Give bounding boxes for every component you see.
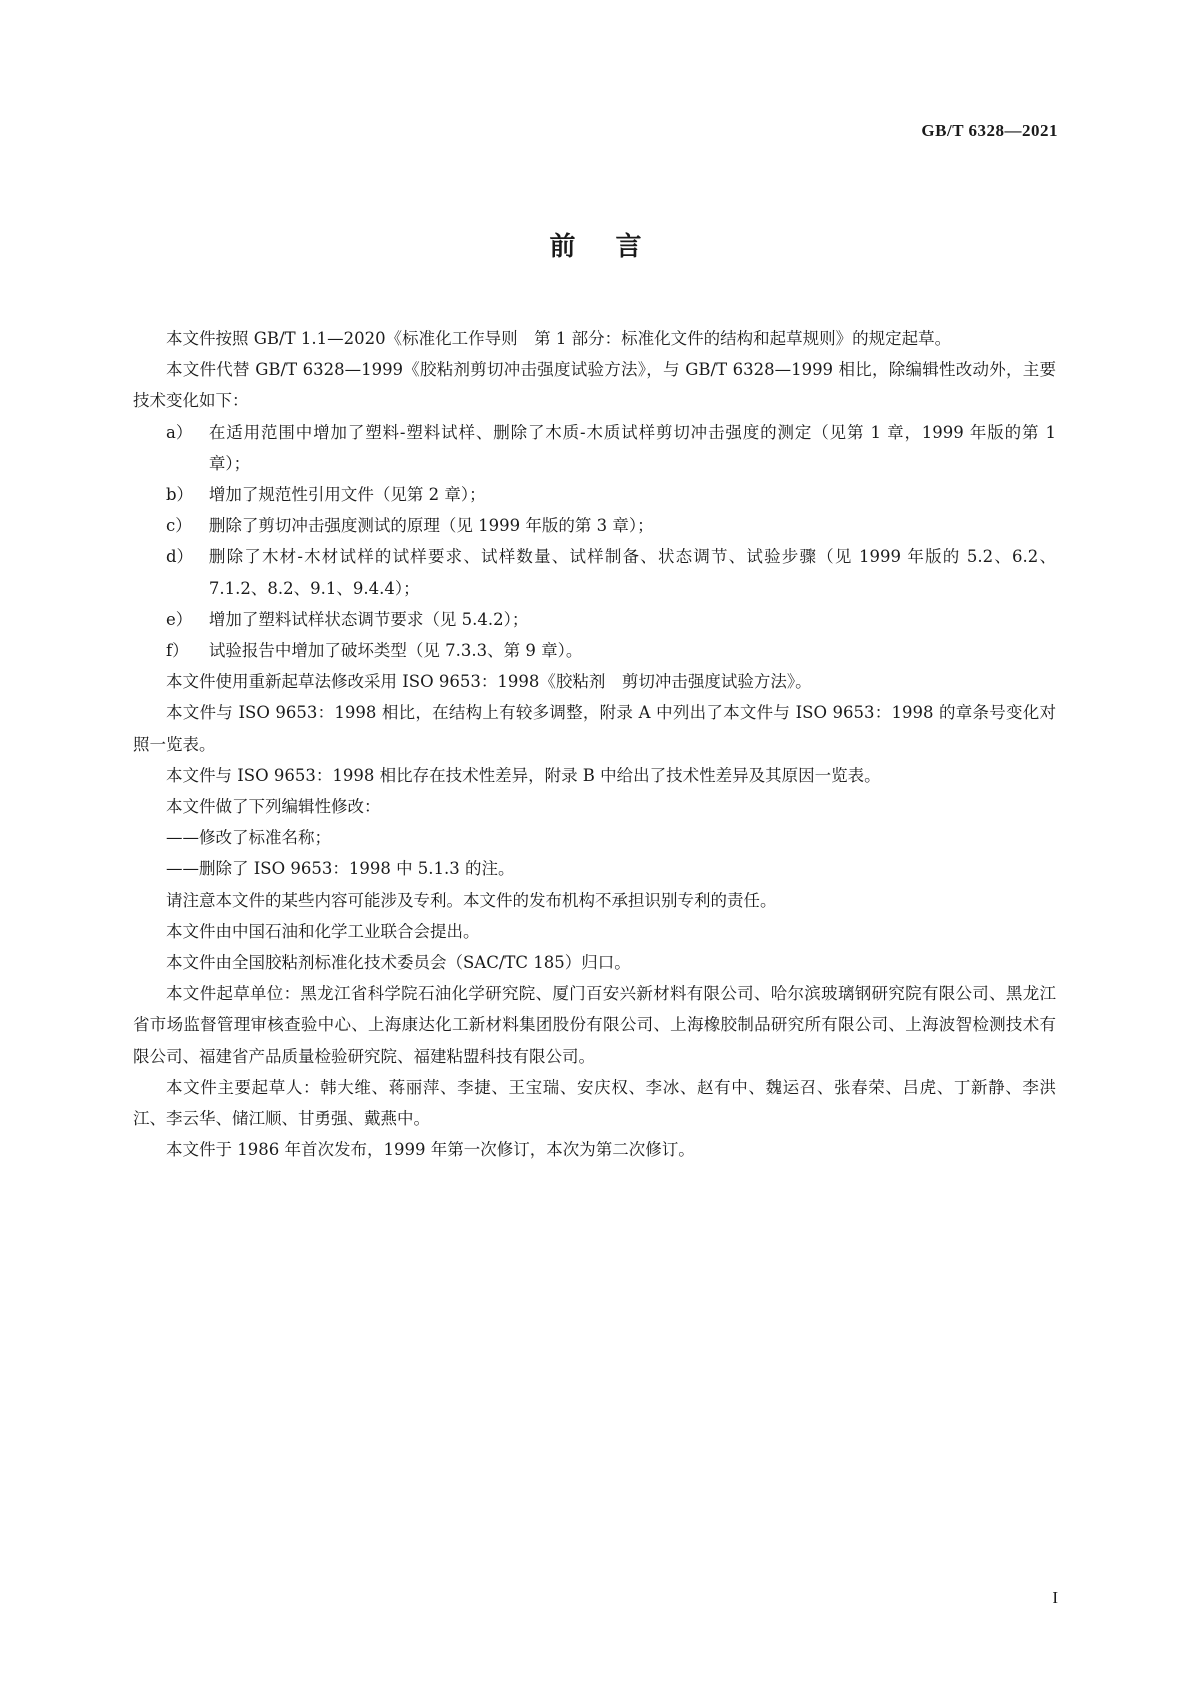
paragraph-committee: 本文件由全国胶粘剂标准化技术委员会（SAC/TC 185）归口。 <box>166 953 631 973</box>
change-item-mark: e） <box>166 609 193 629</box>
paragraph-editorial-intro: 本文件做了下列编辑性修改： <box>166 797 381 817</box>
page-title: 前言 <box>549 232 682 262</box>
paragraph-drafting-organizations: 本文件起草单位：黑龙江省科学院石油化学研究院、厦门百安兴新材料有限公司、哈尔滨玻璃钢研究院有限公司、黑龙江省市场监督管理审核查验中心、上海康达化工新材料集团股份有限公司、上海橡胶制品研究所有限公司、上海波智检测技术有限公司、福建省产品质量检验研究院、福建粘盟科技有限公司。 <box>133 984 1056 1066</box>
paragraph-proposed-by: 本文件由中国石油和化学工业联合会提出。 <box>166 921 480 941</box>
editorial-change-item: ——修改了标准名称； <box>166 828 331 848</box>
change-item-mark: d） <box>166 547 194 567</box>
change-item-text: 在适用范围中增加了塑料-塑料试样、删除了木质-木质试样剪切冲击强度的测定（见第 1 章，1999 年版的第 1 章）； <box>208 422 1056 473</box>
change-item-d <box>133 541 1056 603</box>
change-item-f <box>133 635 1056 666</box>
standard-number: GB/T 6328—2021 <box>921 121 1058 140</box>
change-item-mark: c） <box>166 516 192 536</box>
paragraph-history: 本文件于 1986 年首次发布，1999 年第一次修订，本次为第二次修订。 <box>166 1140 695 1160</box>
change-item-text: 增加了塑料试样状态调节要求（见 5.4.2）； <box>208 609 529 629</box>
foreword-body <box>133 323 1056 1165</box>
paragraph-structure-annex-a: 本文件与 ISO 9653：1998 相比，在结构上有较多调整，附录 A 中列出了本文件与 ISO 9653：1998 的章条号变化对照一览表。 <box>133 703 1056 754</box>
change-item-text: 删除了木材-木材试样的试样要求、试样数量、试样制备、状态调节、试验步骤（见 1999 年版的 5.2、6.2、7.1.2、8.2、9.1、9.4.4）； <box>208 547 1056 598</box>
change-item-a <box>133 417 1056 479</box>
paragraph-patent-notice: 请注意本文件的某些内容可能涉及专利。本文件的发布机构不承担识别专利的责任。 <box>166 890 777 910</box>
change-item-text: 试验报告中增加了破坏类型（见 7.3.3、第 9 章）。 <box>208 641 583 661</box>
change-item-b <box>133 479 1056 510</box>
paragraph-technical-annex-b: 本文件与 ISO 9653：1998 相比存在技术性差异，附录 B 中给出了技术性差异及其原因一览表。 <box>166 765 881 785</box>
change-item-e <box>133 604 1056 635</box>
paragraph-replaces: 本文件代替 GB/T 6328—1999《胶粘剂剪切冲击强度试验方法》，与 GB/T 6328—1999 相比，除编辑性改动外，主要技术变化如下： <box>133 360 1056 411</box>
change-item-c <box>133 510 1056 541</box>
paragraph-adoption: 本文件使用重新起草法修改采用 ISO 9653：1998《胶粘剂 剪切冲击强度试验方法》。 <box>166 672 812 692</box>
editorial-change-item: ——删除了 ISO 9653：1998 中 5.1.3 的注。 <box>166 859 515 879</box>
paragraph-drafters: 本文件主要起草人：韩大维、蒋丽萍、李捷、王宝瑞、安庆权、李冰、赵有中、魏运召、张春荣、吕虎、丁新静、李洪江、李云华、储江顺、甘勇强、戴燕中。 <box>133 1077 1056 1129</box>
change-item-text: 删除了剪切冲击强度测试的原理（见 1999 年版的第 3 章）； <box>208 516 654 536</box>
change-item-mark: f） <box>166 641 189 661</box>
change-item-text: 增加了规范性引用文件（见第 2 章）； <box>208 485 486 505</box>
paragraph-drafting-rules: 本文件按照 GB/T 1.1—2020《标准化工作导则 第 1 部分：标准化文件的结构和起草规则》的规定起草。 <box>166 329 952 348</box>
change-item-mark: a） <box>166 422 193 442</box>
page-number: I <box>1052 1588 1058 1607</box>
change-item-mark: b） <box>166 485 194 505</box>
